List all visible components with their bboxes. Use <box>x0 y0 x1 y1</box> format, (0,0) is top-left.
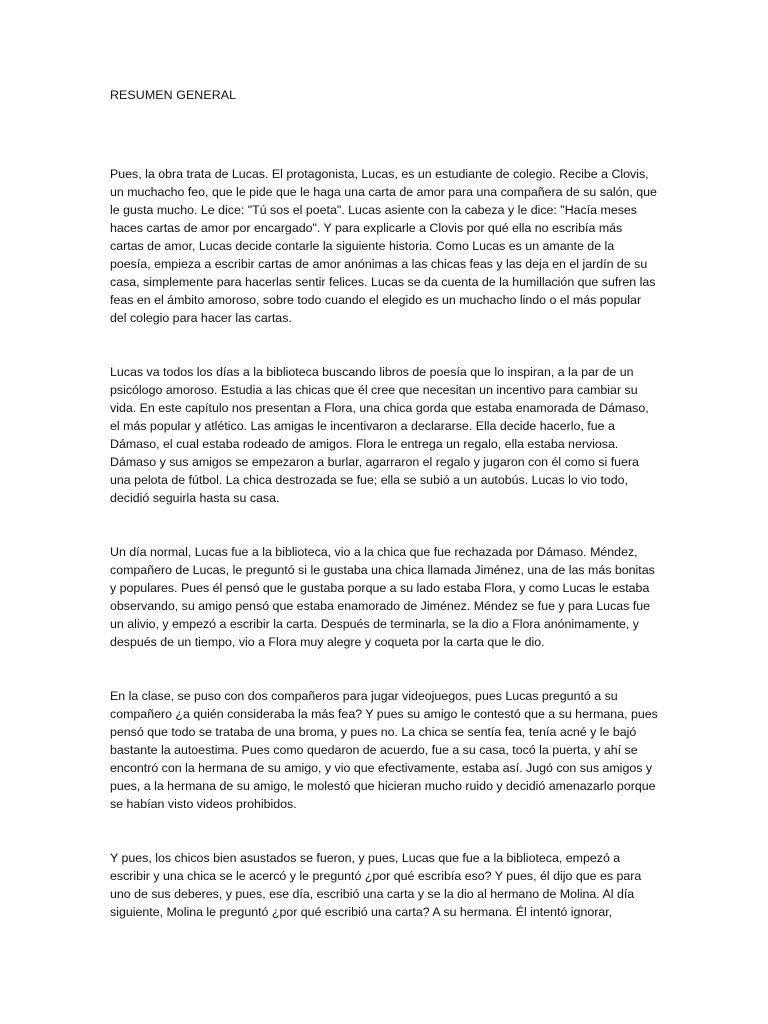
paragraph: Lucas va todos los días a la biblioteca buscando libros de poesía que lo inspiran, a la par de un psicólogo amoroso. Estudia a las chicas que él cree que necesitan un incentivo para cambiar su vida. En este capítulo nos presentan a Flora, una chica gorda que estaba enamorada de Dámaso, el más popular y atlético. Las amigas le incentivaron a declararse. Ella decide hacerlo, fue a Dámaso, el cual estaba rodeado de amigos. Flora le entrega un regalo, ella estaba nerviosa. Dámaso y sus amigos se empezaron a burlar, agarraron el regalo y jugaron con él como si fuera una pelota de fútbol. La chica destrozada se fue; ella se subió a un autobús. Lucas lo vio todo, decidió seguirla hasta su casa. <box>110 365 649 505</box>
paragraph: En la clase, se puso con dos compañeros para jugar videojuegos, pues Lucas preguntó a su compañero ¿a quién consideraba la más fea? Y pues su amigo le contestó que a su hermana, pues pensó que todo se trataba de una broma, y pues no. La chica se sentía fea, tenía acné y le bajó bastante la autoestima. Pues como quedaron de acuerdo, fue a su casa, tocó la puerta, y ahí se encontró con la hermana de su amigo, y vio que efectivamente, estaba así. Jugó con sus amigos y pues, a la hermana de su amigo, le molestó que hicieran mucho ruido y decidió amenazarlo porque se habían visto videos prohibidos. <box>110 689 658 811</box>
paragraph: Pues, la obra trata de Lucas. El protagonista, Lucas, es un estudiante de colegio. Recibe a Clovis, un muchacho feo, que le pide que le haga una carta de amor para una compañera de su salón, que le gusta mucho. Le dice: "Tú sos el poeta". Lucas asiente con la cabeza y le dice: "Hacía meses haces cartas de amor por encargado". Y para explicarle a Clovis por qué ella no escribía más cartas de amor, Lucas decide contarle la siguiente historia. Como Lucas es un amante de la poesía, empieza a escribir cartas de amor anónimas a las chicas feas y las deja en el jardín de su casa, simplemente para hacerlas sentir felices. Lucas se da cuenta de la humillación que sufren las feas en el ámbito amoroso, sobre todo cuando el elegido es un muchacho lindo o el más popular del colegio para hacer las cartas. <box>110 167 657 325</box>
paragraph: Y pues, los chicos bien asustados se fueron, y pues, Lucas que fue a la biblioteca, empezó a escribir y una chica se le acercó y le preguntó ¿por qué escribía eso? Y pues, él dijo que es para uno de sus deberes, y pues, ese día, escribió una carta y se la dio al hermano de Molina. Al día siguiente, Molina le preguntó ¿por qué escribió una carta? A su hermana. Él intentó ignorar, <box>110 851 642 919</box>
document-body <box>110 86 658 921</box>
document-title: RESUMEN GENERAL <box>110 88 237 102</box>
paragraph: Un día normal, Lucas fue a la biblioteca, vio a la chica que fue rechazada por Dámaso. Méndez, compañero de Lucas, le preguntó si le gustaba una chica llamada Jiménez, una de las más bonitas y populares. Pues él pensó que le gustaba porque a su lado estaba Flora, y como Lucas le estaba observando, su amigo pensó que estaba enamorado de Jiménez. Méndez se fue y para Lucas fue un alivio, y empezó a escribir la carta. Después de terminarla, se la dio a Flora anónimamente, y después de un tiempo, vio a Flora muy alegre y coqueta por la carta que le dio. <box>110 545 655 649</box>
